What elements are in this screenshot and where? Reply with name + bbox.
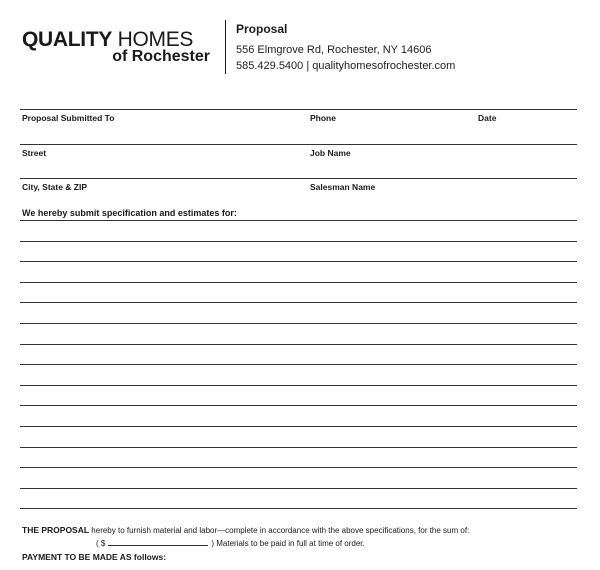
spec-line <box>20 385 577 386</box>
amount-close: ) Materials to be paid in full at time of order. <box>211 539 365 548</box>
label-salesman-name: Salesman Name <box>310 182 376 192</box>
header-divider <box>225 20 226 74</box>
label-street: Street <box>22 148 47 158</box>
spec-line <box>20 488 577 489</box>
label-job-name: Job Name <box>310 148 351 158</box>
label-date: Date <box>478 113 497 123</box>
amount-blank[interactable] <box>108 537 208 546</box>
company-address: 556 Elmgrove Rd, Rochester, NY 14606 <box>236 44 432 56</box>
label-city-state-zip: City, State & ZIP <box>22 182 88 192</box>
form-rule <box>20 178 577 179</box>
logo-name-light: HOMES <box>117 28 194 51</box>
form-rule <box>20 144 577 145</box>
label-phone: Phone <box>310 113 336 123</box>
proposal-statement <box>22 525 469 535</box>
spec-line <box>20 508 577 509</box>
logo-subtitle: of Rochester <box>112 48 210 65</box>
payment-label: PAYMENT TO BE MADE AS follows: <box>22 552 167 562</box>
spec-line <box>20 467 577 468</box>
spec-line <box>20 323 577 324</box>
proposal-text: hereby to furnish material and labor—complete in accordance with the above specifications, for the sum of: <box>91 526 470 535</box>
spec-line <box>20 241 577 242</box>
spec-line <box>20 426 577 427</box>
form-rule <box>20 109 577 110</box>
spec-line <box>20 302 577 303</box>
proposal-strong: THE PROPOSAL <box>22 525 90 535</box>
amount-line <box>96 537 365 548</box>
document-title: Proposal <box>236 22 288 36</box>
spec-line <box>20 344 577 345</box>
spec-line <box>20 447 577 448</box>
specification-intro: We hereby submit specification and estimates for: <box>22 208 237 218</box>
spec-line <box>20 220 577 221</box>
company-contact: 585.429.5400 | qualityhomesofrochester.com <box>236 60 456 72</box>
label-submitted-to: Proposal Submitted To <box>22 113 115 123</box>
spec-line <box>20 282 577 283</box>
logo-name-bold: QUALITY <box>22 28 113 51</box>
spec-line <box>20 364 577 365</box>
spec-line <box>20 405 577 406</box>
amount-open: ( $ <box>96 539 106 548</box>
spec-line <box>20 261 577 262</box>
